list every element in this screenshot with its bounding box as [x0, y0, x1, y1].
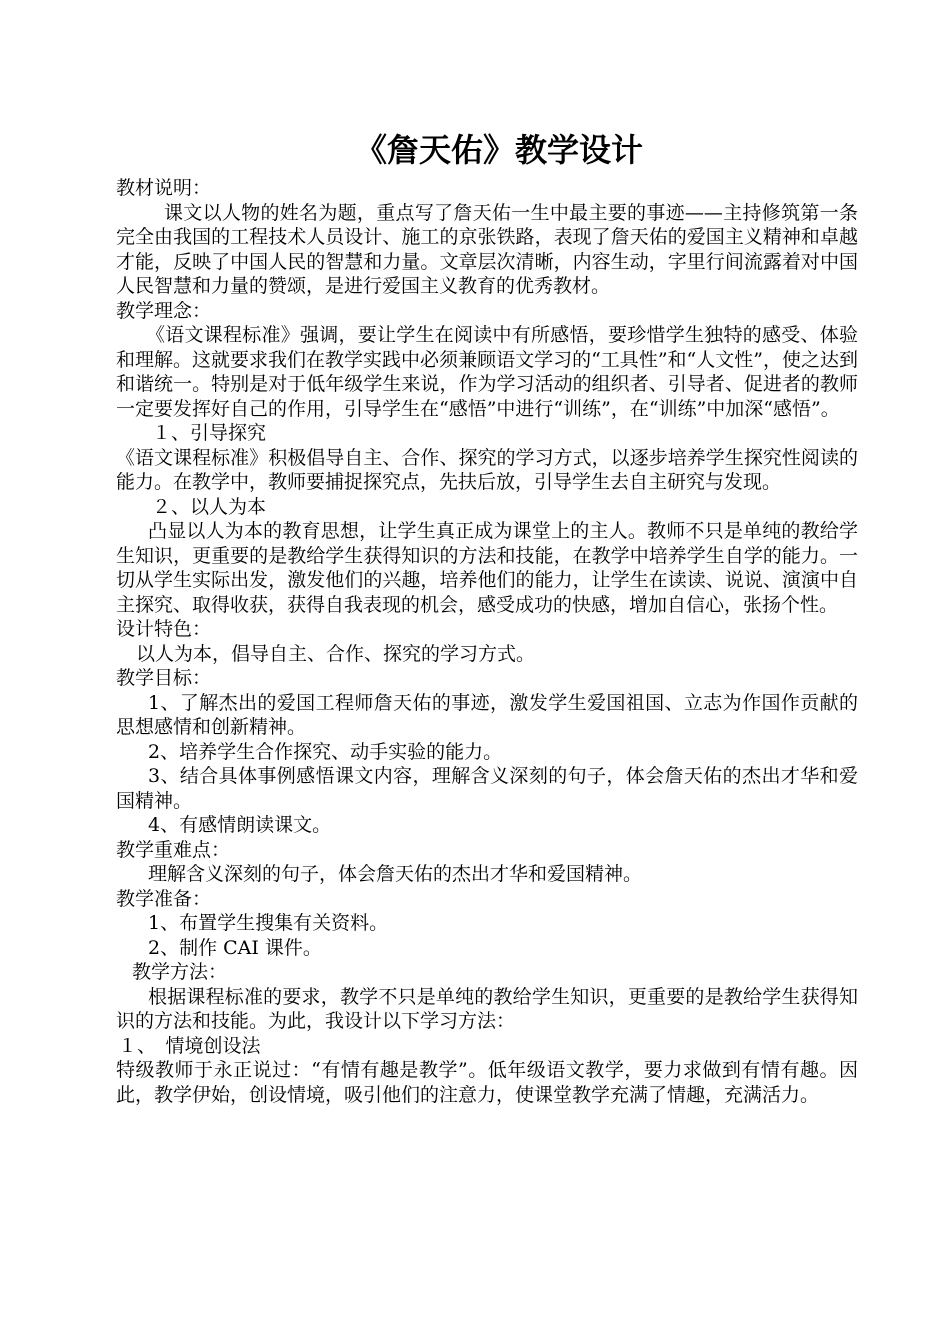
concept-item1-title: １、引导探究	[152, 422, 267, 444]
goal-item-2: 2、培养学生合作探究、动手实验的能力。	[148, 740, 503, 763]
prep-item-1: 1、布置学生搜集有关资料。	[148, 912, 389, 934]
material-paragraph: 课文以人物的姓名为题，重点写了詹天佑一生中最主要的事迹——主持修筑第一条完全由我国的工程技术人员设计、施工的京张铁路，表现了詹天佑的爱国主义精神和卓越才能，反映了中国人民的智慧和力量。文章层次清晰，内容生动，字里行间流露着对中国人民智慧和力量的赞颂，是进行爱国主义教育的优秀教材。	[116, 201, 858, 297]
goal-item-3: 3、结合具体事例感悟课文内容，理解含义深刻的句子，体会詹天佑的杰出才华和爱国精神。	[116, 765, 858, 812]
concept-paragraph: 《语文课程标准》强调，要让学生在阅读中有所感悟，要珍惜学生独特的感受、体验和理解。这就要求我们在教学实践中必须兼顾语文学习的“工具性”和“人文性”，使之达到和谐统一。特别是对于低年级学生来说，作为学习活动的组织者、引导者、促进者的教师一定要发挥好自己的作用，引导学生在“感悟”中进行“训练”，在“训练”中加深“感悟”。	[116, 324, 858, 420]
feature-heading: 设计特色：	[116, 618, 212, 640]
method-item1-title: １、 情境创设法	[118, 1034, 261, 1057]
prep-item-2: 2、制作 CAI 课件。	[148, 936, 322, 959]
method-paragraph: 根据课程标准的要求，教学不只是单纯的教给学生知识，更重要的是教给学生获得知识的方法和技能。为此，我设计以下学习方法：	[116, 985, 858, 1032]
material-heading: 教材说明：	[116, 177, 212, 199]
goal-heading: 教学目标：	[116, 667, 212, 689]
feature-paragraph: 以人为本，倡导自主、合作、探究的学习方式。	[136, 642, 536, 665]
prep-heading: 教学准备：	[116, 887, 212, 910]
concept-heading: 教学理念：	[116, 299, 212, 322]
method-item1-paragraph: 特级教师于永正说过：“有情有趣是教学”。低年级语文教学，要力求做到有情有趣。因此，教学伊始，创设情境，吸引他们的注意力，使课堂教学充满了情趣，充满活力。	[116, 1059, 858, 1106]
concept-item1-paragraph: 《语文课程标准》积极倡导自主、合作、探究的学习方式，以逐步培养学生探究性阅读的能力。在教学中，教师要捕捉探究点，先扶后放，引导学生去自主研究与发现。	[116, 446, 858, 493]
concept-item2-paragraph: 凸显以人为本的教育思想，让学生真正成为课堂上的主人。教师不只是单纯的教给学生知识，更重要的是教给学生获得知识的方法和技能，在教学中培养学生自学的能力。一切从学生实际出发，激发他们的兴趣，培养他们的能力，让学生在读读、说说、演演中自主探究、取得收获，获得自我表现的机会，感受成功的快感，增加自信心，张扬个性。	[116, 520, 858, 616]
goal-item-4: 4、有感情朗读课文。	[148, 814, 332, 836]
concept-item2-title: ２、以人为本	[152, 495, 267, 518]
key-heading: 教学重难点：	[116, 838, 231, 861]
goal-item-1: 1、了解杰出的爱国工程师詹天佑的事迹，激发学生爱国祖国、立志为作国作贡献的思想感情和创新精神。	[116, 691, 858, 738]
method-heading: 教学方法：	[132, 961, 228, 983]
key-paragraph: 理解含义深刻的句子，体会詹天佑的杰出才华和爱国精神。	[148, 863, 643, 885]
document-title: 《詹天佑》教学设计	[354, 131, 643, 169]
